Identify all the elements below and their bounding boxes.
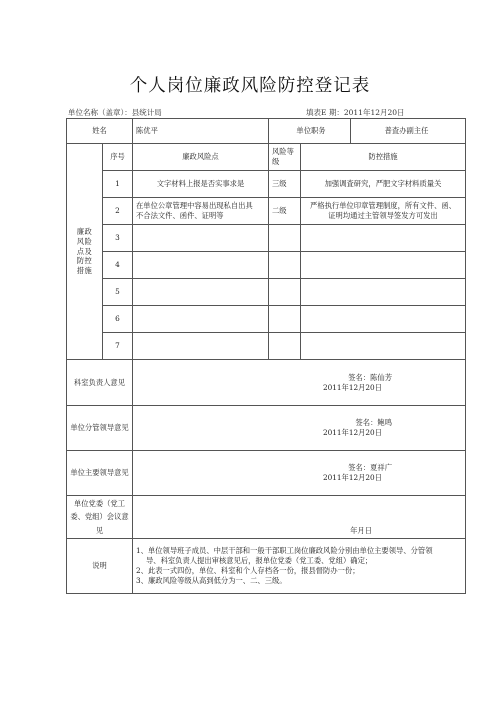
signature: 签名：鲍鸣 bbox=[355, 418, 392, 428]
risk-side-label: 廉政 风险 点及 防控 措施 bbox=[67, 144, 103, 360]
unit-name: 单位名称（盖章）：县统计局 bbox=[68, 108, 162, 117]
signature: 签名：夏祥广 bbox=[348, 463, 392, 473]
signature: 签名：陈仙芳 bbox=[348, 372, 392, 382]
position-value: 普査办副主任 bbox=[384, 126, 429, 136]
sign-date: 2011年12月20日 bbox=[322, 473, 382, 482]
row-no: 7 bbox=[103, 333, 133, 360]
registration-table bbox=[66, 118, 466, 594]
risk-header-row bbox=[67, 144, 466, 171]
risk-measure: 严格执行单位印章管理制度，所有文件、函、 证明均通过主管领导签发方可发出 bbox=[301, 198, 466, 225]
note-line: 3、廉政风险等级从高到低分为一、二、三级。 bbox=[136, 575, 287, 585]
info-row bbox=[67, 119, 466, 144]
row-no: 2 bbox=[103, 198, 133, 225]
opinion-content bbox=[133, 406, 466, 451]
party-content bbox=[133, 496, 466, 539]
row-no: 4 bbox=[103, 252, 133, 279]
name-value: 陈优平 bbox=[133, 119, 269, 144]
opinion-row bbox=[67, 360, 466, 406]
position-cell bbox=[269, 119, 466, 144]
notes-label: 说明 bbox=[67, 539, 133, 594]
risk-point bbox=[133, 333, 269, 360]
risk-point bbox=[133, 252, 269, 279]
name-label: 姓名 bbox=[67, 119, 133, 144]
risk-level bbox=[269, 333, 301, 360]
col-no-header: 序号 bbox=[103, 144, 133, 171]
position-label: 单位职务 bbox=[272, 119, 351, 143]
opinion-content bbox=[133, 360, 466, 406]
risk-point bbox=[133, 225, 269, 252]
risk-level bbox=[269, 252, 301, 279]
col-point-header: 廉政风险点 bbox=[133, 144, 269, 171]
note-line: 1、单位领导班子成员、中层干部和一般干部职工岗位廉政风险分别由单位主要领导、分管领 bbox=[136, 546, 433, 556]
risk-measure bbox=[301, 279, 466, 306]
opinion-label: 单位分管领导意见 bbox=[67, 406, 133, 451]
table-row bbox=[67, 252, 466, 279]
table-row bbox=[67, 171, 466, 198]
sign-date: 2011年12月20日 bbox=[322, 382, 382, 392]
risk-level bbox=[269, 279, 301, 306]
risk-point: 文字材料上报是否实事求是 bbox=[133, 171, 269, 198]
row-no: 1 bbox=[103, 171, 133, 198]
opinion-label: 单位主要领导意见 bbox=[67, 451, 133, 496]
party-label: 单位党委（党工 委、党组）会议意 见 bbox=[67, 496, 133, 539]
risk-point bbox=[133, 306, 269, 333]
notes-row bbox=[67, 539, 466, 594]
row-no: 6 bbox=[103, 306, 133, 333]
opinion-row bbox=[67, 406, 466, 451]
risk-measure bbox=[301, 252, 466, 279]
table-row bbox=[67, 333, 466, 360]
table-row bbox=[67, 306, 466, 333]
risk-level: 二级 bbox=[269, 198, 301, 225]
risk-level bbox=[269, 225, 301, 252]
form-title: 个人岗位廉政风险防控登记表 bbox=[129, 76, 371, 96]
party-date: 年月日 bbox=[350, 526, 372, 536]
note-line: 导、科室负责人提出审核意见后，报单位党委（党工委、党组）确定； bbox=[146, 556, 373, 566]
risk-point bbox=[133, 279, 269, 306]
col-measure-header: 防控措施 bbox=[301, 144, 466, 171]
table-row bbox=[67, 279, 466, 306]
risk-measure bbox=[301, 306, 466, 333]
notes-content bbox=[133, 539, 466, 594]
risk-measure bbox=[301, 225, 466, 252]
note-line: 2、此表一式四份，单位、科室和个人存档各一份，报县督防办一份； bbox=[136, 566, 360, 575]
opinion-row bbox=[67, 451, 466, 496]
table-row bbox=[67, 225, 466, 252]
party-row bbox=[67, 496, 466, 539]
fill-date: 填表E 期：2011年12月20日 bbox=[306, 108, 405, 117]
row-no: 3 bbox=[103, 225, 133, 252]
risk-level: 三级 bbox=[269, 171, 301, 198]
risk-measure: 加强调査研究，严肥文字材料质量关 bbox=[301, 171, 466, 198]
sign-date: 2011年12月20日 bbox=[322, 428, 382, 437]
risk-measure bbox=[301, 333, 466, 360]
risk-point: 在单位公章管理中容易出现私自出具 不合法文件、函件、证明等 bbox=[133, 198, 269, 225]
opinion-label: 科室负责人意见 bbox=[67, 360, 133, 406]
opinion-content bbox=[133, 451, 466, 496]
risk-level bbox=[269, 306, 301, 333]
row-no: 5 bbox=[103, 279, 133, 306]
col-level-header: 风险等 级 bbox=[269, 144, 301, 171]
table-row bbox=[67, 198, 466, 225]
